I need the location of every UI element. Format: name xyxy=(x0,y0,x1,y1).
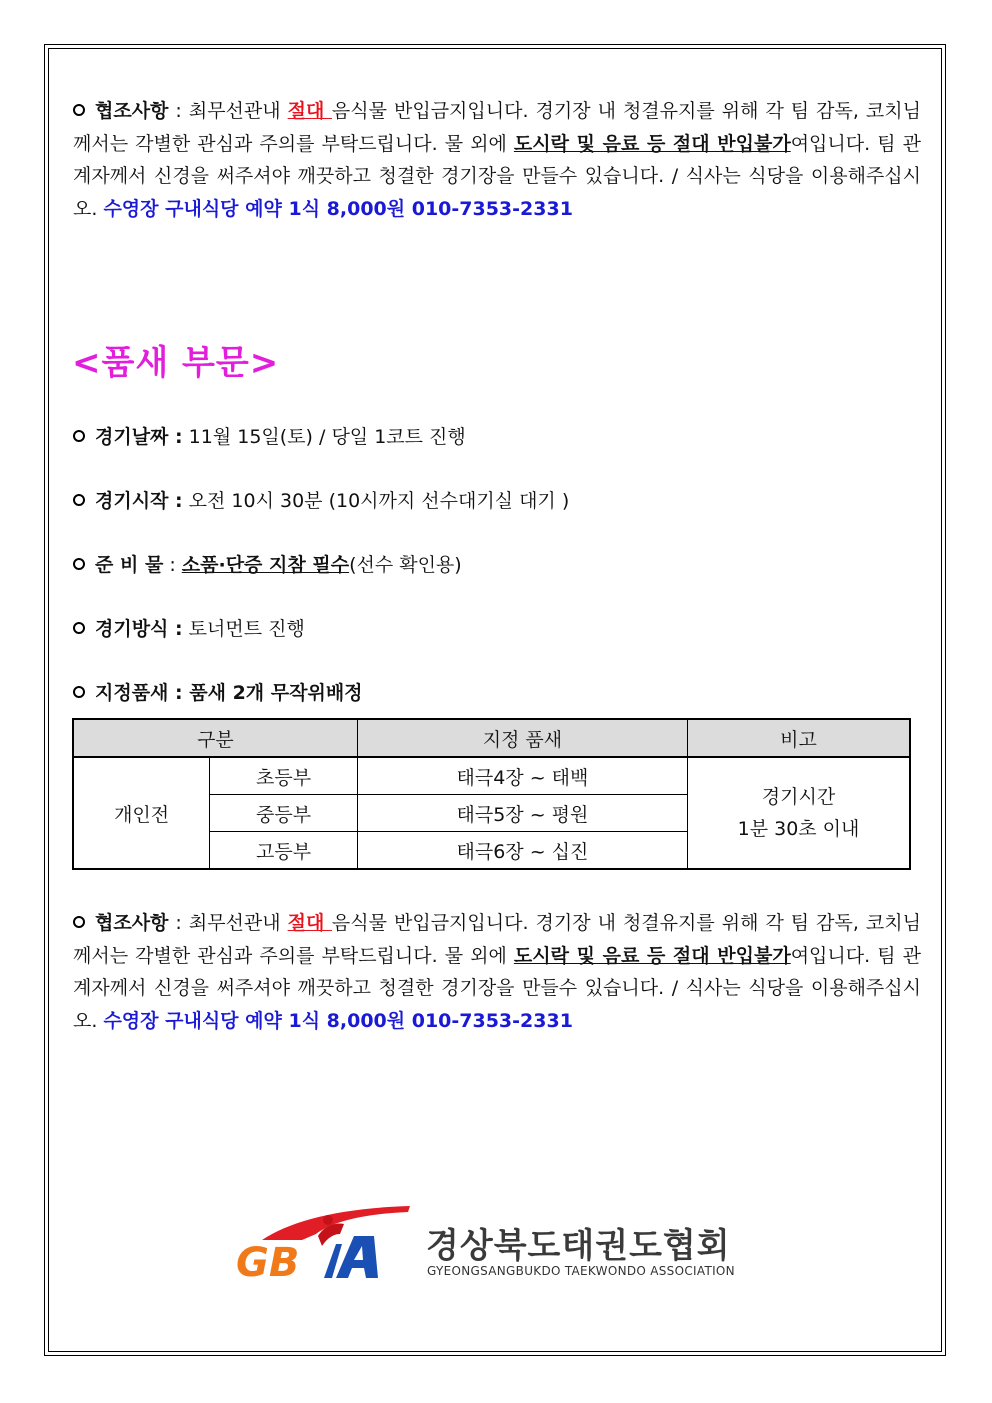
header-note: 비고 xyxy=(688,719,910,757)
svg-text:GB: GB xyxy=(236,1240,300,1286)
poomsae-table xyxy=(72,718,911,870)
notice-label: 협조사항 xyxy=(95,912,169,934)
prep-label: 준 비 물 xyxy=(95,554,164,576)
notice-sep: : xyxy=(168,100,189,122)
group-cell: 개인전 xyxy=(73,757,210,869)
notice-text-1: 최무선관내 xyxy=(188,100,288,122)
notice-blue-text: 수영장 구내식당 예약 1식 8,000원 010-7353-2331 xyxy=(103,1009,573,1032)
notice-paragraph-top xyxy=(73,95,921,225)
date-label: 경기날짜 : xyxy=(95,426,183,448)
division-cell: 고등부 xyxy=(210,832,358,870)
circle-bullet-icon xyxy=(73,104,85,116)
poomsae-cell: 태극6장 ~ 십진 xyxy=(357,832,687,870)
notice-text-2: 음식물 반입금지입니다. 경기장 내 청결유지를 위해 각 팀 감독, 코치님께서는 각별한 관심과 주의를 부탁드립니다. 물 외에 xyxy=(73,912,921,967)
notice-underline-text: 도시락 및 음료 등 절대 반입불가 xyxy=(513,132,791,155)
notice-paragraph-bottom xyxy=(73,907,921,1037)
division-cell: 중등부 xyxy=(210,795,358,832)
note-cell xyxy=(688,757,910,869)
circle-bullet-icon xyxy=(73,558,85,570)
item-prep xyxy=(73,552,462,578)
circle-bullet-icon xyxy=(73,916,85,928)
notice-blue-text: 수영장 구내식당 예약 1식 8,000원 010-7353-2331 xyxy=(103,197,573,220)
item-date xyxy=(73,424,466,450)
notice-underline-text: 도시락 및 음료 등 절대 반입불가 xyxy=(513,944,791,967)
prep-value: (선수 확인용) xyxy=(349,554,462,576)
notice-text-3: 여입니다. 팀 관계자께서 신경을 써주셔야 깨끗하고 청결한 경기장을 만들수 있습니다. / 식사는 식당을 이용해주십시오. xyxy=(73,944,921,1032)
item-method xyxy=(73,616,305,642)
org-name-korean: 경상북도태권도협회 xyxy=(426,1226,731,1266)
poomsae-cell: 태극4장 ~ 태백 xyxy=(357,757,687,795)
section-title: <품새 부문> xyxy=(72,343,280,383)
prep-sep: : xyxy=(163,554,182,576)
org-name-english: GYEONGSANGBUKDO TAEKWONDO ASSOCIATION xyxy=(427,1264,735,1278)
circle-bullet-icon xyxy=(73,494,85,506)
circle-bullet-icon xyxy=(73,622,85,634)
start-label: 경기시작 : xyxy=(95,490,183,512)
poomsae-cell: 태극5장 ~ 평원 xyxy=(357,795,687,832)
start-value: 오전 10시 30분 (10시까지 선수대기실 대기 ) xyxy=(182,490,570,512)
note-line-2: 1분 30초 이내 xyxy=(737,818,860,840)
notice-sep: : xyxy=(168,912,189,934)
division-cell: 초등부 xyxy=(210,757,358,795)
gbta-logo xyxy=(232,1200,412,1290)
note-line-1: 경기시간 xyxy=(761,786,836,808)
date-value: 11월 15일(토) / 당일 1코트 진행 xyxy=(182,426,466,448)
method-label: 경기방식 : xyxy=(95,618,183,640)
header-division: 구분 xyxy=(73,719,357,757)
designated-text: 지정품새 : 품새 2개 무작위배정 xyxy=(95,682,363,704)
item-designated xyxy=(73,680,363,706)
circle-bullet-icon xyxy=(73,686,85,698)
circle-bullet-icon xyxy=(73,430,85,442)
table-header-row xyxy=(73,719,910,757)
notice-red-text: 절대 xyxy=(287,100,332,122)
notice-red-text: 절대 xyxy=(287,912,332,934)
notice-text-1: 최무선관내 xyxy=(188,912,288,934)
prep-underline: 소품·단증 지참 필수 xyxy=(181,554,350,576)
table-row xyxy=(73,757,910,795)
notice-text-3: 여입니다. 팀 관계자께서 신경을 써주셔야 깨끗하고 청결한 경기장을 만들수 있습니다. / 식사는 식당을 이용해주십시오. xyxy=(73,132,921,220)
item-start xyxy=(73,488,569,514)
header-poomsae: 지정 품새 xyxy=(357,719,687,757)
notice-text-2: 음식물 반입금지입니다. 경기장 내 청결유지를 위해 각 팀 감독, 코치님께서는 각별한 관심과 주의를 부탁드립니다. 물 외에 xyxy=(73,100,921,155)
notice-label: 협조사항 xyxy=(95,100,169,122)
method-value: 토너먼트 진행 xyxy=(182,618,305,640)
